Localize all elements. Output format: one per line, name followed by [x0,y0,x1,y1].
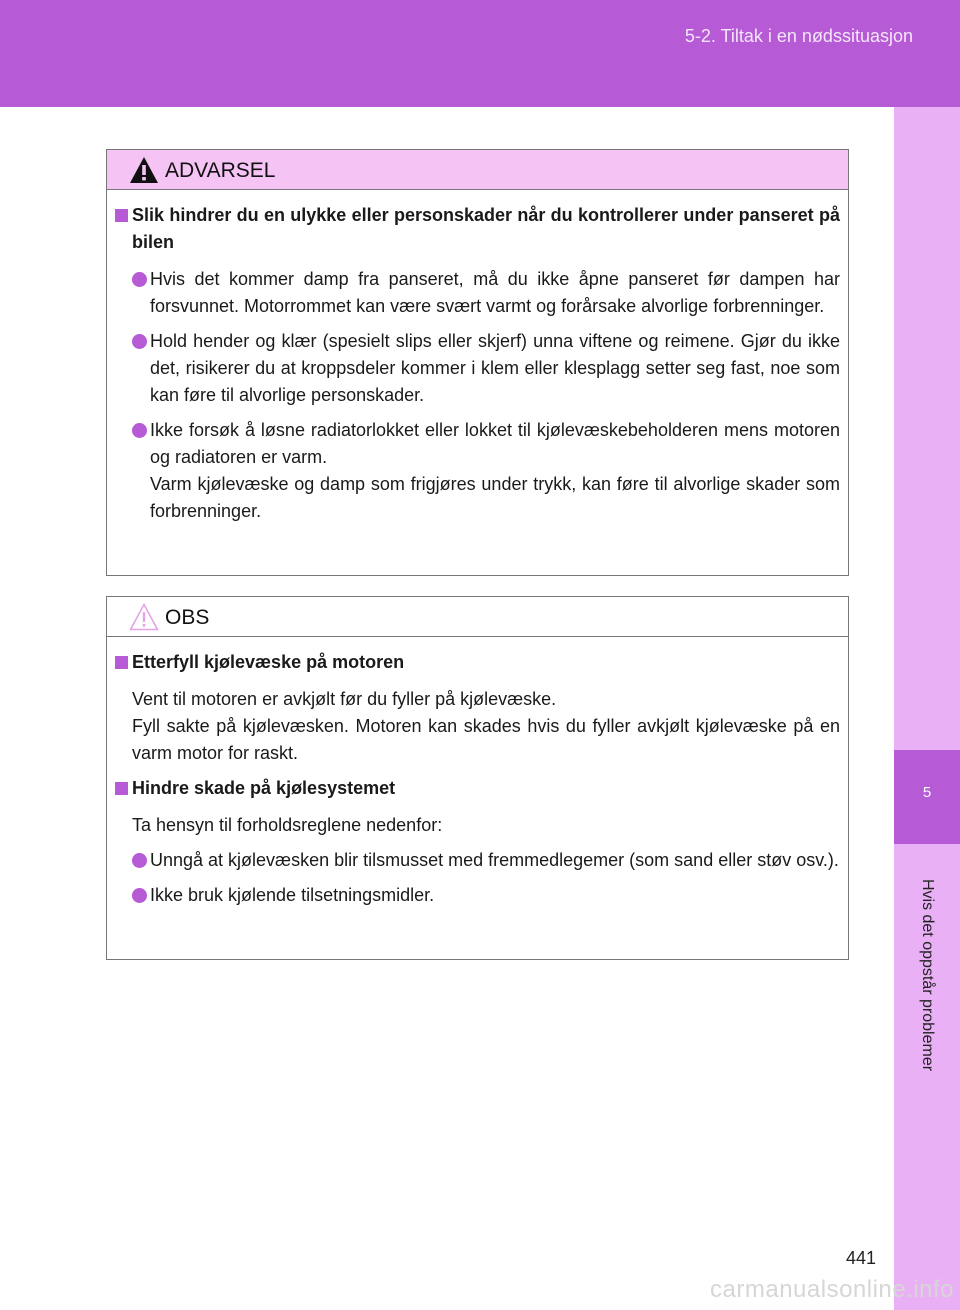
chapter-tab [894,750,960,844]
square-bullet-icon [115,656,128,669]
warning-body [107,190,848,525]
caution-triangle-icon [128,602,160,632]
warning-bullet-extra: Varm kjølevæske og damp som frigjøres under trykk, kan føre til alvorlige skader som forbrenninger. [150,474,840,521]
notice-header [107,597,848,637]
square-bullet-icon [115,782,128,795]
notice-paragraph: Vent til motoren er avkjølt før du fyller på kjølevæske. Fyll sakte på kjølevæsken. Motoren kan skades hvis du fyller avkjølt kjølevæske på en varm motor for raskt. [132,689,840,763]
notice-bullet: Ikke bruk kjølende tilsetningsmidler. [113,882,840,909]
warning-bullet: Hold hender og klær (spesielt slips eller skjerf) unna viftene og reimene. Gjør du ikke det, risikerer du at kroppsdeler kommer i klem eller klesplagg setter seg fast, noe som kan føre til alvorlige personskader. [113,328,840,409]
warning-title: ADVARSEL [165,159,276,182]
round-bullet-icon [132,853,147,868]
page-header [0,0,960,107]
notice-section-heading: Etterfyll kjølevæske på motoren [113,649,840,676]
notice-paragraph: Ta hensyn til forholdsreglene nedenfor: [132,815,443,835]
notice-bullet: Unngå at kjølevæsken blir tilsmusset med fremmedlegemer (som sand eller støv osv.). [113,847,840,874]
warning-header [107,150,848,190]
warning-box [106,149,849,576]
section-title: 5-2. Tiltak i en nødssituasjon [684,26,913,46]
square-bullet-icon [115,209,128,222]
notice-body [107,637,848,909]
chapter-number: 5 [922,784,932,801]
round-bullet-icon [132,423,147,438]
notice-title: OBS [165,606,210,629]
notice-box [106,596,849,960]
watermark: carmanualsonline.info [710,1276,954,1303]
warning-bullet: Hvis det kommer damp fra panseret, må du ikke åpne panseret før dampen har forsvunnet. Motorrommet kan være svært varmt og forårsake alvorlige forbrenninger. [113,266,840,320]
round-bullet-icon [132,272,147,287]
chapter-title: Hvis det oppstår problemer [919,878,936,1072]
round-bullet-icon [132,888,147,903]
page-number: 441 [846,1248,877,1268]
round-bullet-icon [132,334,147,349]
side-tab [894,107,960,1310]
warning-section-heading: Slik hindrer du en ulykke eller personskader når du kontrollerer under panseret på bilen [113,202,840,256]
warning-triangle-icon [128,155,160,185]
notice-section-heading: Hindre skade på kjølesystemet [113,775,840,802]
warning-bullet: Ikke forsøk å løsne radiatorlokket eller lokket til kjølevæskebeholderen mens motoren og radiatoren er varm. Varm kjølevæske og damp som frigjøres under trykk, kan føre til alvorlige skader som forbrenninger. [113,417,840,525]
